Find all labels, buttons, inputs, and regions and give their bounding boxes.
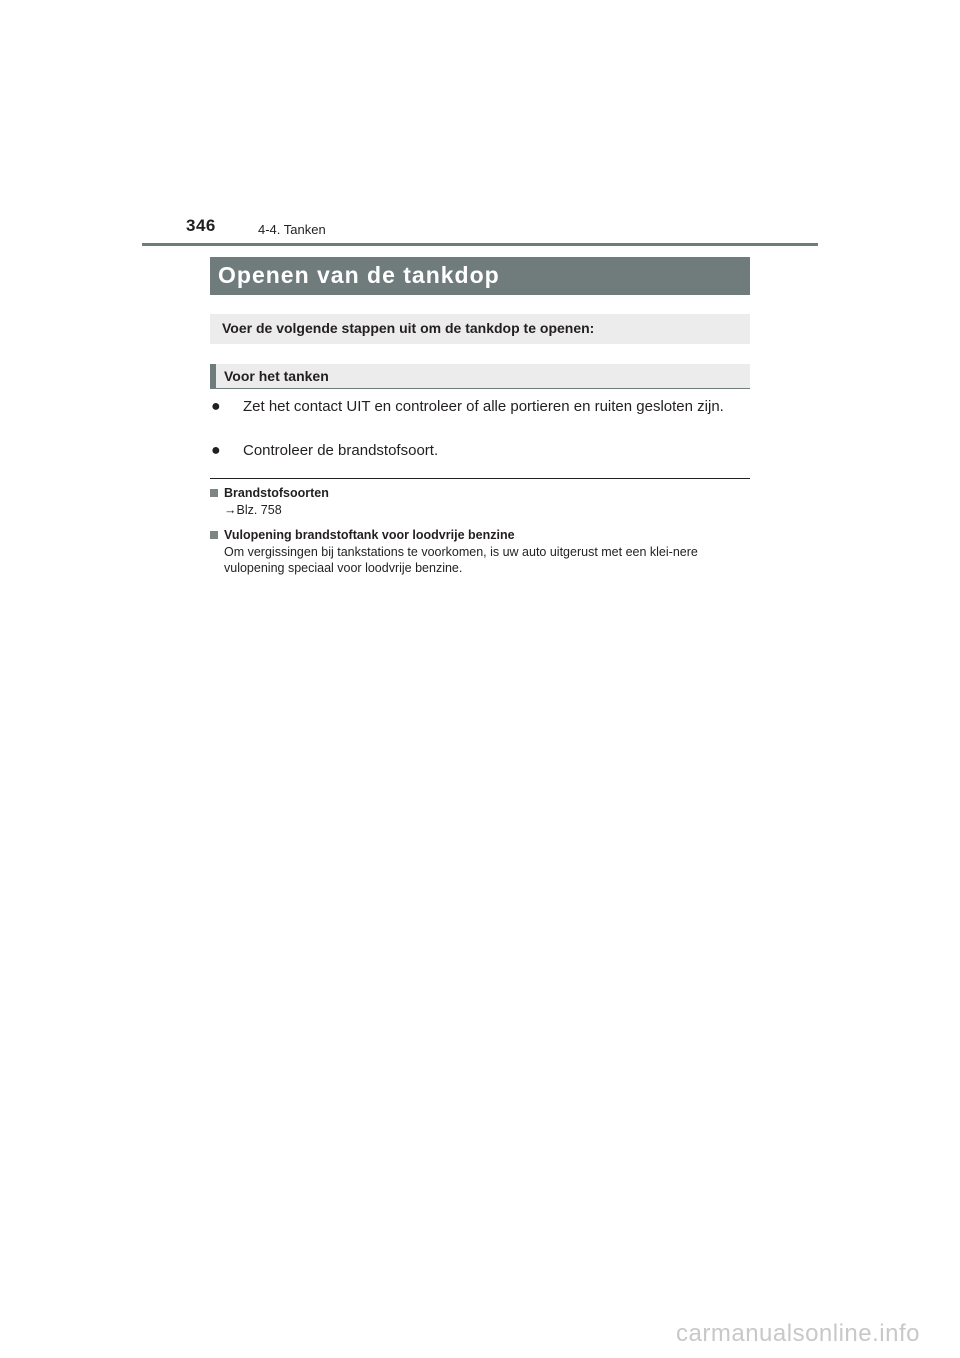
bullet-icon: ● <box>211 398 221 415</box>
note-item <box>210 486 750 524</box>
note-heading: Vulopening brandstoftank voor loodvrije benzine <box>224 528 515 542</box>
subsection-marker <box>210 364 216 388</box>
subsection-heading: Voor het tanken <box>224 368 329 384</box>
bullet-item <box>211 396 745 440</box>
page-title: Openen van de tankdop <box>218 262 500 288</box>
square-bullet-icon <box>210 489 218 497</box>
title-bar <box>210 257 750 295</box>
note-item <box>210 528 750 584</box>
bullet-item <box>211 440 745 462</box>
page-number: 346 <box>186 216 216 235</box>
note-heading: Brandstofsoorten <box>224 486 329 500</box>
intro-box <box>210 314 750 344</box>
intro-text: Voer de volgende stappen uit om de tankdop te openen: <box>222 320 595 336</box>
bullet-icon: ● <box>211 442 221 459</box>
watermark: carmanualsonline.info <box>676 1320 920 1347</box>
bullet-text: Zet het contact UIT en controleer of alle portieren en ruiten gesloten zijn. <box>243 398 724 415</box>
square-bullet-icon <box>210 531 218 539</box>
note-body: Om vergissingen bij tankstations te voorkomen, is uw auto uitgerust met een klei-nere vulopening speciaal voor loodvrije benzine. <box>224 545 698 575</box>
section-divider <box>210 478 750 479</box>
section-label: 4-4. Tanken <box>258 222 326 237</box>
subsection-heading-bar <box>210 364 750 389</box>
bullet-text: Controleer de brandstofsoort. <box>243 442 439 459</box>
header-divider <box>142 243 818 246</box>
note-body: →Blz. 758 <box>224 503 282 517</box>
